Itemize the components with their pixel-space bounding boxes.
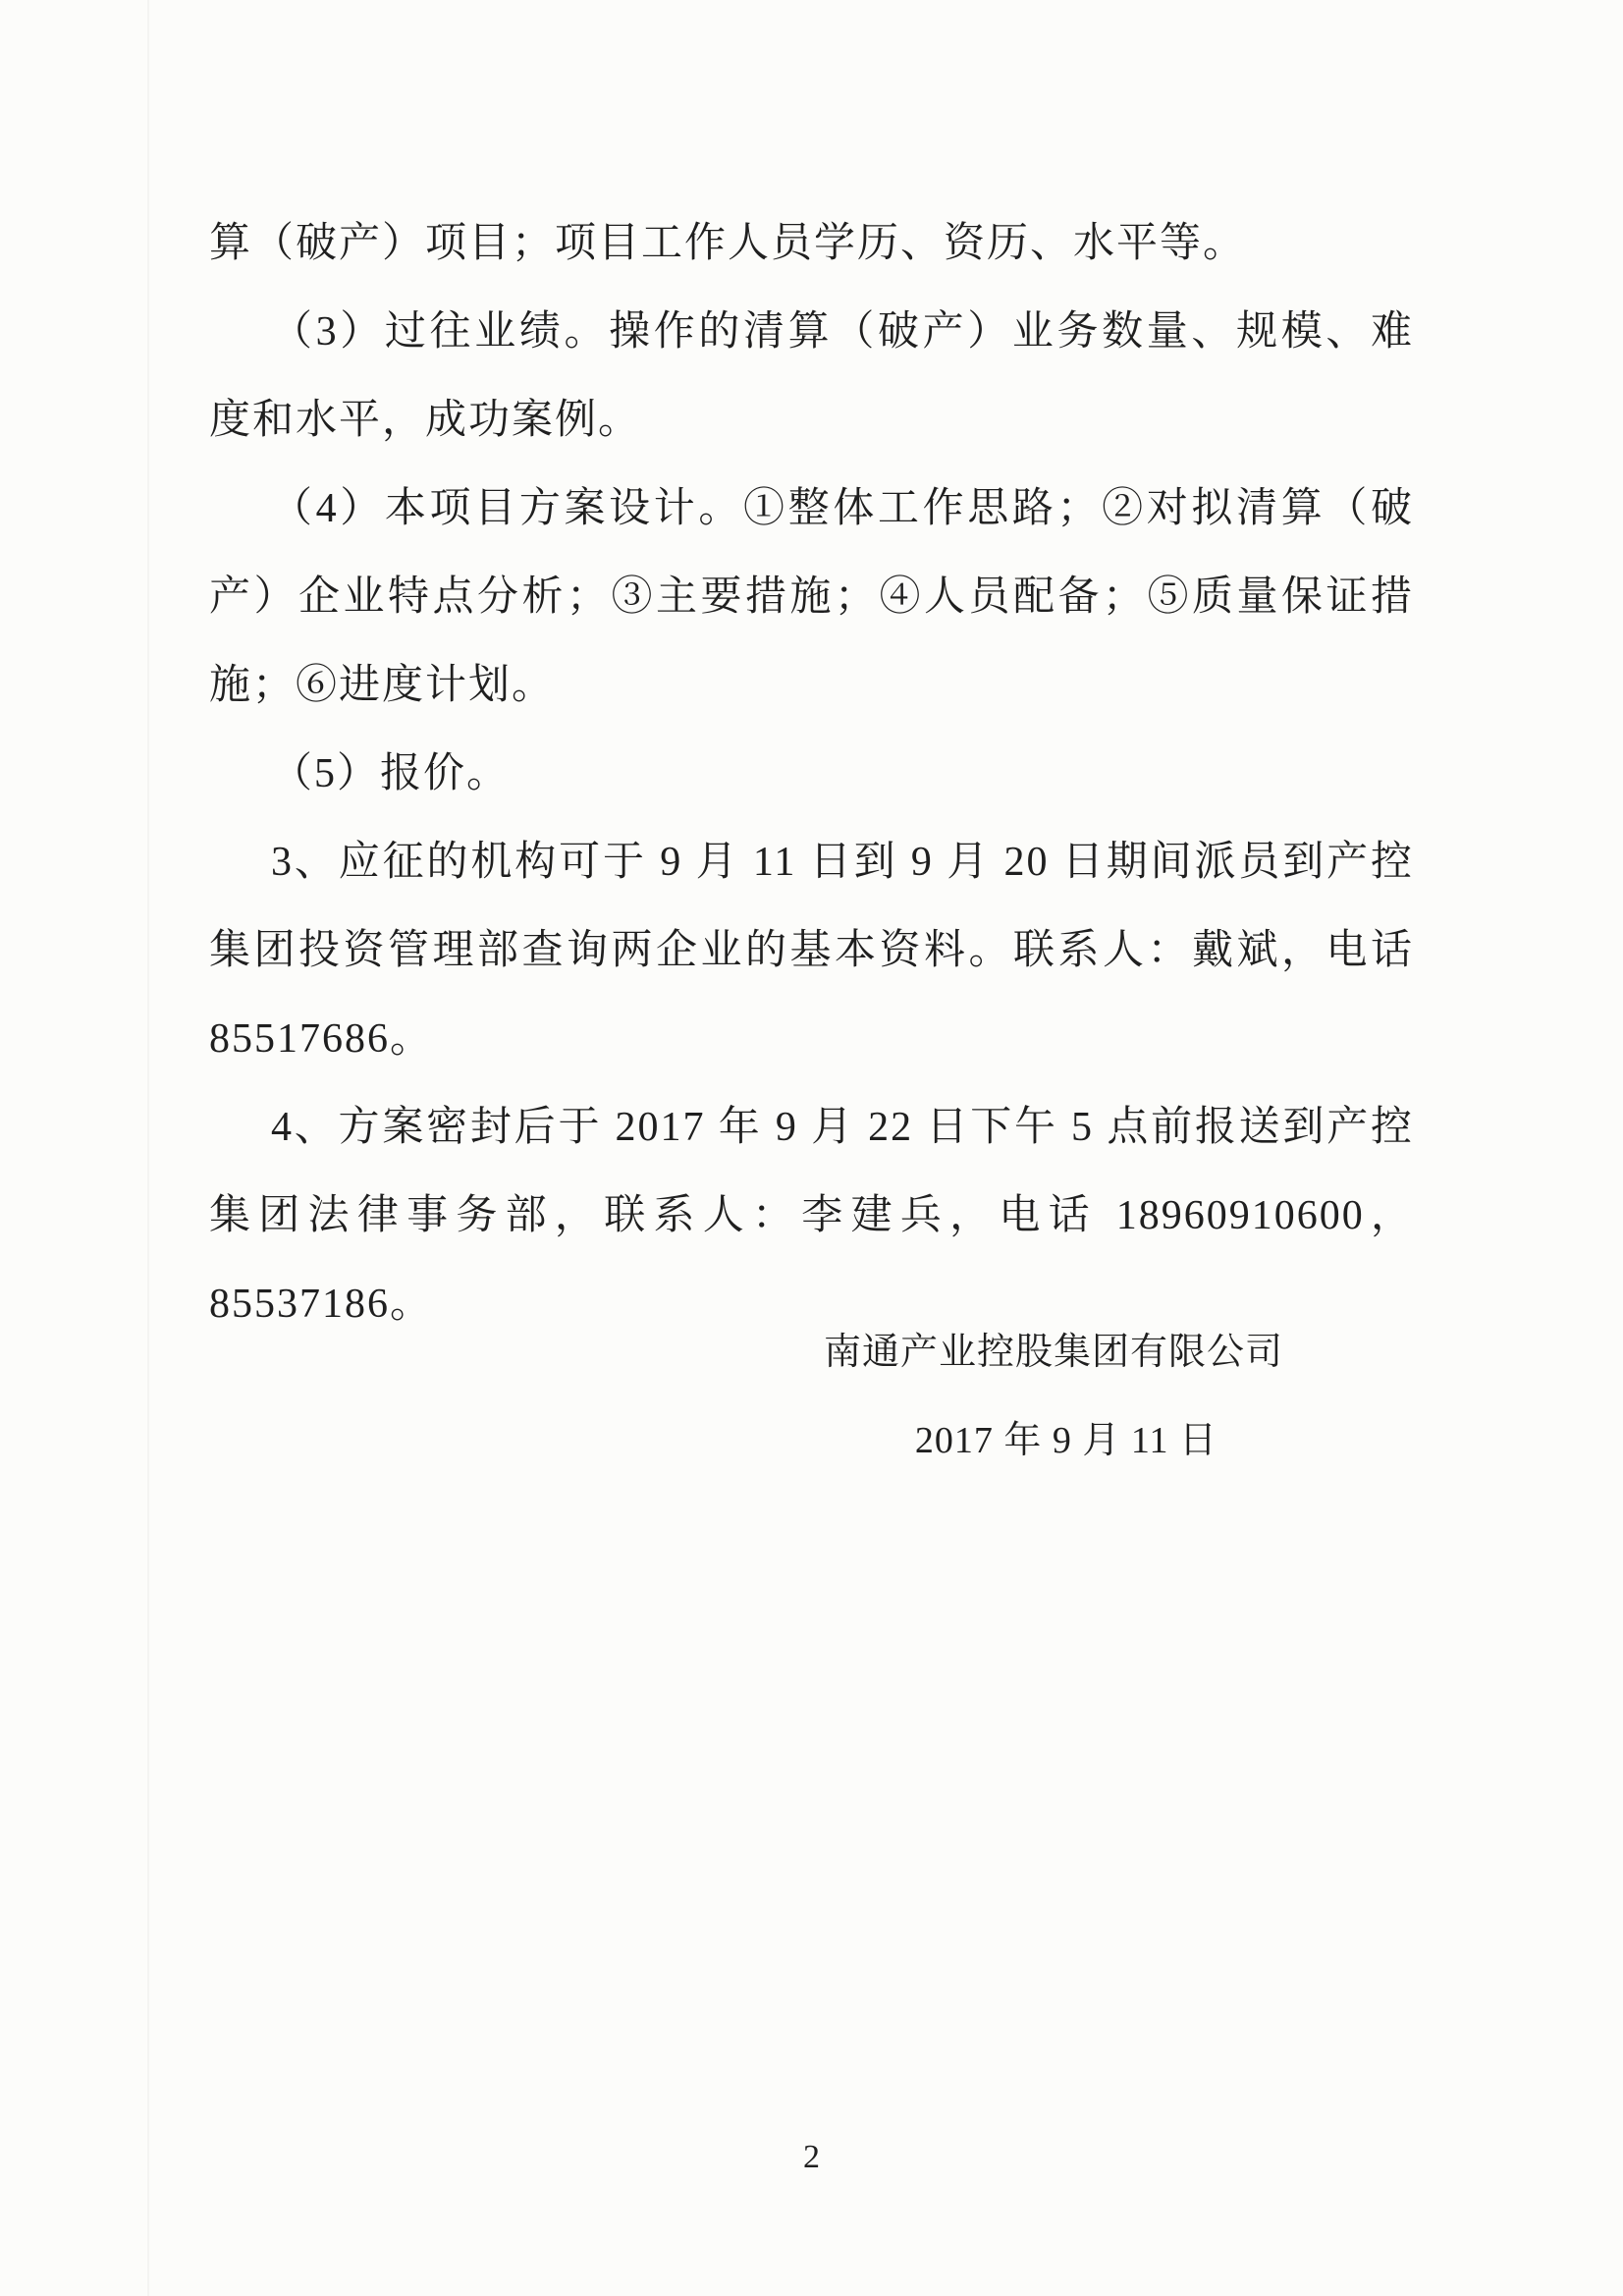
- signature-block: [0, 1308, 1623, 1485]
- paragraph-item-3: （3）过往业绩。操作的清算（破产）业务数量、规模、难度和水平，成功案例。: [209, 309, 1414, 443]
- paragraph-item-4: （4）本项目方案设计。①整体工作思路；②对拟清算（破产）企业特点分析；③主要措施；④人员配备；⑤质量保证措施；⑥进度计划。: [209, 486, 1414, 708]
- paragraph-clause-4: 4、方案密封后于 2017 年 9 月 22 日下午 5 点前报送到产控集团法律事务部，联系人：李建兵，电话 18960910600，85537186。: [209, 1105, 1414, 1327]
- paragraph-clause-3: 3、应征的机构可于 9 月 11 日到 9 月 20 日期间派员到产控集团投资管理部查询两企业的基本资料。联系人：戴斌，电话 85517686。: [209, 840, 1414, 1062]
- paragraph-item-5: （5）报价。: [271, 751, 511, 796]
- page-number: 2: [803, 2139, 820, 2175]
- signature-date: 2017 年 9 月 11 日: [914, 1420, 1217, 1461]
- signature-company-name: 南通产业控股集团有限公司: [823, 1332, 1283, 1373]
- paragraph-continuation: 算（破产）项目；项目工作人员学历、资历、水平等。: [209, 221, 1247, 266]
- document-body: [209, 199, 1414, 1348]
- scan-artifact-line: [147, 0, 149, 2296]
